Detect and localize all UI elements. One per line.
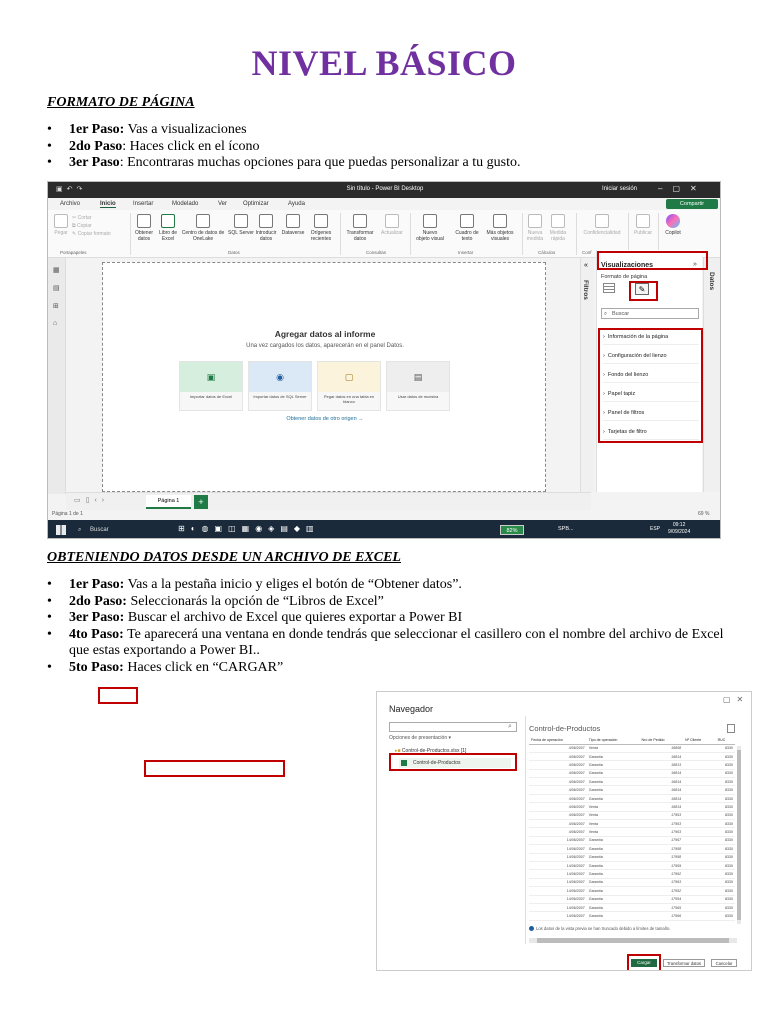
table-cell: 4/06/2007 (529, 786, 587, 794)
paste-data-card[interactable]: ▢ Pegar datos en una tabla en blanco (317, 361, 381, 411)
table-cell: 17953 (640, 811, 684, 819)
transform-data-button[interactable]: Transformar datos (344, 214, 376, 242)
table-row (529, 912, 735, 920)
table-cell: Garantía (587, 778, 640, 786)
table-cell: 4/06/2007 (529, 828, 587, 836)
table-cell: 8330 (716, 828, 735, 836)
chevron-left-icon[interactable]: « (584, 262, 588, 269)
table-cell (683, 752, 715, 760)
table-cell (683, 870, 715, 878)
table-cell: 4/06/2007 (529, 794, 587, 802)
column-header: Nº Cliente (683, 736, 715, 744)
table-cell: 8330 (716, 778, 735, 786)
table-cell: 14/06/2007 (529, 836, 587, 844)
format-section-canvas-background[interactable]: › Fondo del lienzo (603, 372, 699, 383)
pbi-window-title: Sin título - Power BI Desktop (346, 186, 424, 192)
table-row (529, 744, 735, 752)
table-cell: 17993 (640, 878, 684, 886)
publish-icon (636, 214, 650, 228)
table-cell (683, 828, 715, 836)
table-cell: 4/06/2007 (529, 803, 587, 811)
data-label: Datos (708, 272, 715, 291)
table-cell: 8330 (716, 845, 735, 853)
excel-workbook-button[interactable]: Libro de Excel (156, 214, 180, 242)
step-item: • 4to Paso: Te aparecerá una ventana en donde tendrás que seleccionar el casillero con el nombre del archivo de Excel que estas exportando a Power BI.. (47, 627, 727, 660)
table-cell (683, 803, 715, 811)
table-cell: Garantía (587, 887, 640, 895)
highlight-sheet-checkbox (389, 753, 517, 771)
page-nav-arrows-icon[interactable]: ▭▯‹› (74, 497, 110, 504)
table-row (529, 887, 735, 895)
table-cell: Venta (587, 828, 640, 836)
table-cell: 4/06/2007 (529, 769, 587, 777)
table-cell: 8330 (716, 786, 735, 794)
format-section-wallpaper[interactable]: › Papel tapiz (603, 391, 699, 402)
taskbar-app-icons[interactable]: ⊞◐◍▣◫▦◉◈▤◆▥ (178, 524, 320, 533)
table-cell (683, 778, 715, 786)
dax-view-icon[interactable]: ⌂ (53, 320, 58, 327)
canvas-heading: Agregar datos al informe (274, 329, 376, 339)
highlight-format-options (598, 328, 703, 443)
table-cell: 16814 (640, 803, 684, 811)
copilot-icon (666, 214, 680, 228)
table-row (529, 752, 735, 760)
model-view-icon[interactable]: ⊞ (53, 303, 59, 310)
highlight-load-button (627, 954, 661, 971)
sample-data-card[interactable]: ▤ Usar datos de muestra (386, 361, 450, 411)
table-cell: Garantía (587, 895, 640, 903)
section-heading-excel: OBTENIENDO DATOS DESDE UN ARCHIVO DE EXCEL (47, 550, 401, 565)
visualizations-title: Visualizaciones (601, 262, 654, 269)
table-cell: 14/06/2007 (529, 861, 587, 869)
chevron-right-icon[interactable]: » (693, 261, 697, 268)
display-options-dropdown[interactable]: Opciones de presentación ▾ (389, 735, 451, 741)
recent-sources-button[interactable]: Orígenes recientes (306, 214, 336, 242)
table-cell: Garantía (587, 752, 640, 760)
menu-insertar[interactable]: Insertar (133, 201, 154, 207)
table-cell: 8330 (716, 878, 735, 886)
table-cell (683, 861, 715, 869)
table-cell: 16813 (640, 761, 684, 769)
table-row (529, 828, 735, 836)
table-view-icon[interactable]: ▤ (53, 285, 60, 292)
load-button[interactable]: Cargar (631, 959, 657, 967)
format-brush-icon[interactable]: ✎ (635, 283, 649, 295)
transform-icon (353, 214, 367, 228)
table-cell: 8330 (716, 903, 735, 911)
table-cell: 4/06/2007 (529, 761, 587, 769)
table-cell: 14/06/2007 (529, 903, 587, 911)
preview-options-icon[interactable] (727, 724, 735, 733)
table-cell: Garantía (587, 786, 640, 794)
table-row (529, 761, 735, 769)
quick-measure-icon (551, 214, 565, 228)
build-visual-icon[interactable] (603, 283, 615, 293)
table-cell: 14/06/2007 (529, 853, 587, 861)
add-page-button[interactable]: + (194, 495, 208, 509)
shield-icon (595, 214, 609, 228)
table-cell: 8330 (716, 895, 735, 903)
group-data-label: Datos (228, 250, 240, 255)
table-cell: 8330 (716, 870, 735, 878)
table-cell (683, 786, 715, 794)
confidentiality-button[interactable]: Confidencialidad (580, 214, 624, 236)
section-heading-page-format: FORMATO DE PÁGINA (47, 95, 195, 110)
table-cell: 16814 (640, 786, 684, 794)
search-icon: ⌕ (604, 311, 608, 317)
group-queries-label: Consultas (366, 250, 387, 255)
table-row (529, 845, 735, 853)
format-section-filter-pane[interactable]: › Panel de filtros (603, 410, 699, 421)
menu-optimizar[interactable]: Optimizar (243, 201, 269, 207)
table-cell: 17566 (640, 912, 684, 920)
step-item: • 1er Paso: Vas a visualizaciones (47, 122, 727, 139)
sample-data-icon: ▤ (387, 362, 449, 392)
page-tab[interactable]: Página 1 (146, 495, 191, 509)
share-button[interactable]: Compartir (666, 199, 718, 209)
table-row (529, 861, 735, 869)
table-cell: 17565 (640, 903, 684, 911)
sql-icon (234, 214, 248, 228)
highlight-format-icon (629, 281, 658, 301)
table-cell (683, 878, 715, 886)
new-measure-button[interactable]: Nueva medida (524, 214, 546, 242)
table-cell (683, 811, 715, 819)
format-section-filter-cards[interactable]: › Tarjetas de filtro (603, 429, 699, 440)
excel-icon (161, 214, 175, 228)
menu-ayuda[interactable]: Ayuda (288, 201, 305, 207)
page-format-label: Formato de página (601, 274, 648, 280)
group-conf-label: Conf (582, 250, 592, 255)
signin-link[interactable]: Iniciar sesión (602, 186, 638, 192)
table-row (529, 803, 735, 811)
textbox-icon (460, 214, 474, 228)
preview-table (529, 736, 735, 921)
table-cell: 17958 (640, 845, 684, 853)
table-cell: 17992 (640, 870, 684, 878)
table-cell (683, 853, 715, 861)
table-cell: Garantía (587, 912, 640, 920)
step-item: • 2do Paso: Haces click en el ícono (47, 139, 727, 156)
table-cell: 14/06/2007 (529, 845, 587, 853)
recent-sources-icon (314, 214, 328, 228)
table-cell: 17958 (640, 853, 684, 861)
pbi-menubar (48, 198, 721, 210)
report-canvas[interactable] (102, 262, 546, 492)
folder-icon: ▸■ (395, 748, 401, 754)
table-row (529, 778, 735, 786)
table-cell: Garantía (587, 794, 640, 802)
page-count: Página 1 de 1 (52, 511, 83, 517)
table-cell: 14/06/2007 (529, 870, 587, 878)
quick-access-icons[interactable]: ▣↶↷ (56, 186, 87, 193)
highlight-placeholder-get-data (98, 687, 138, 704)
table-cell: Garantía (587, 861, 640, 869)
refresh-icon (385, 214, 399, 228)
new-visual-button[interactable]: Nuevo objeto visual (416, 214, 444, 242)
zoom-level[interactable]: 69 % (698, 511, 710, 517)
table-cell: Garantía (587, 769, 640, 777)
table-cell (683, 887, 715, 895)
preview-table-body (529, 744, 735, 920)
table-cell (683, 761, 715, 769)
table-cell: 17953 (640, 828, 684, 836)
table-cell (683, 912, 715, 920)
preview-horizontal-scrollbar[interactable] (529, 938, 737, 943)
table-cell: 8330 (716, 887, 735, 895)
table-cell: 16814 (640, 778, 684, 786)
group-clipboard-label: Portapapeles (60, 250, 87, 255)
dataverse-icon (286, 214, 300, 228)
cancel-button[interactable]: Cancelar (711, 959, 737, 967)
column-header: Nro de Pedido (640, 736, 684, 744)
canvas-subtitle: Una vez cargados los datos, aparecerán en el panel Datos. (246, 343, 404, 349)
powerbi-screenshot (47, 181, 721, 539)
table-row (529, 878, 735, 886)
taskbar-app-label[interactable]: SPB... (558, 526, 574, 532)
table-row (529, 794, 735, 802)
page-format-steps (47, 122, 727, 172)
table-cell: 8330 (716, 803, 735, 811)
onelake-button[interactable]: Centro de datos de OneLake (180, 214, 226, 242)
table-cell: 14/06/2007 (529, 895, 587, 903)
table-cell (683, 744, 715, 752)
info-icon (529, 926, 534, 931)
table-cell: 8330 (716, 752, 735, 760)
table-cell: 17959 (640, 861, 684, 869)
taskbar-clock: 09:12 9/09/2024 (668, 522, 691, 535)
table-cell: 4/06/2007 (529, 744, 587, 752)
clipboard-icon: ▢ (318, 362, 380, 392)
get-data-button[interactable]: Obtener datos (132, 214, 156, 242)
navigator-title: Navegador (389, 704, 434, 714)
more-visuals-button[interactable]: Más objetos visuales (482, 214, 518, 242)
left-view-nav (48, 258, 66, 494)
column-header: Fecha de operación (529, 736, 587, 744)
sql-server-button[interactable]: SQL Server (228, 214, 254, 236)
table-cell (683, 895, 715, 903)
table-cell: 8330 (716, 836, 735, 844)
table-row (529, 853, 735, 861)
table-cell: Venta (587, 744, 640, 752)
truncation-note: Los datos de la vista previa se han truncado debido a límites de tamaño. (529, 926, 671, 931)
bar-chart-icon (423, 214, 437, 228)
group-insert-label: Insertar (458, 250, 474, 255)
navigator-dialog (376, 691, 752, 971)
table-row (529, 903, 735, 911)
table-cell (683, 836, 715, 844)
step-item: • 2do Paso: Seleccionarás la opción de “Libros de Excel” (47, 594, 727, 611)
table-cell: 16808 (640, 744, 684, 752)
pbi-titlebar (48, 182, 721, 198)
page-tab-bar (66, 492, 591, 510)
search-icon: ⌕ (78, 527, 82, 533)
windows-taskbar (48, 520, 721, 539)
navigator-search-input[interactable] (389, 722, 517, 732)
preview-vertical-scrollbar[interactable] (737, 746, 741, 924)
table-cell (683, 769, 715, 777)
table-cell: 8330 (716, 794, 735, 802)
table-cell: Garantía (587, 878, 640, 886)
table-cell: Garantía (587, 845, 640, 853)
table-cell: 8330 (716, 912, 735, 920)
preview-header-row (529, 736, 735, 744)
table-row (529, 786, 735, 794)
filters-label: Filtros (582, 280, 589, 300)
table-row (529, 811, 735, 819)
publish-button[interactable]: Publicar (630, 214, 656, 236)
table-cell: 4/06/2007 (529, 752, 587, 760)
preview-title: Control-de-Productos (529, 724, 601, 733)
table-row (529, 895, 735, 903)
highlight-placeholder-excel-workbook (144, 760, 285, 777)
windows-start-icon[interactable] (56, 525, 66, 535)
step-item: • 5to Paso: Haces click en “CARGAR” (47, 660, 727, 677)
table-cell: 4/06/2007 (529, 820, 587, 828)
status-bar (48, 510, 721, 518)
table-cell: 17953 (640, 820, 684, 828)
format-painter-button[interactable]: ✎ Copiar formato (72, 231, 111, 237)
highlight-visualizations (597, 251, 708, 270)
excel-icon: ▣ (180, 362, 242, 392)
battery-indicator: 82% (500, 525, 524, 535)
table-cell: Garantía (587, 870, 640, 878)
cut-button[interactable]: ✂ Cortar (72, 215, 92, 221)
column-header: RUC (716, 736, 735, 744)
format-section-page-info[interactable]: › Información de la página (603, 334, 699, 345)
step-item: • 3er Paso: Encontraras muchas opciones para que puedas personalizar a tu gusto. (47, 155, 727, 172)
table-cell: 16814 (640, 794, 684, 802)
table-icon (259, 214, 273, 228)
copy-button[interactable]: ⧉ Copiar (72, 223, 92, 229)
table-cell: 14/06/2007 (529, 878, 587, 886)
enter-data-button[interactable]: Introducir datos (252, 214, 280, 242)
table-cell: 8330 (716, 820, 735, 828)
table-cell: 16814 (640, 752, 684, 760)
format-search-input[interactable]: ⌕ Buscar (601, 308, 699, 319)
table-row (529, 769, 735, 777)
import-sql-card[interactable]: ◉ Importar datos de SQL Server (248, 361, 312, 411)
paste-button[interactable]: Pegar (52, 214, 70, 236)
menu-modelado[interactable]: Modelado (172, 201, 199, 207)
table-cell: 8330 (716, 861, 735, 869)
table-cell: 8330 (716, 769, 735, 777)
table-cell: 17552 (640, 887, 684, 895)
import-excel-card[interactable]: ▣ Importar datos de Excel (179, 361, 243, 411)
measure-icon (528, 214, 542, 228)
sql-icon: ◉ (249, 362, 311, 392)
menu-inicio[interactable]: Inicio (100, 201, 116, 207)
table-cell: 4/06/2007 (529, 778, 587, 786)
group-calc-label: Cálculos (538, 250, 556, 255)
onelake-icon (196, 214, 210, 228)
table-cell: Garantía (587, 761, 640, 769)
table-cell (683, 845, 715, 853)
window-controls-icon[interactable]: –▢✕ (658, 184, 707, 193)
table-row (529, 836, 735, 844)
table-cell: 17957 (640, 836, 684, 844)
table-cell: 17554 (640, 895, 684, 903)
table-cell: Venta (587, 803, 640, 811)
table-cell: 8330 (716, 744, 735, 752)
more-visuals-icon (493, 214, 507, 228)
tree-sheet-node[interactable]: Control-de-Productos (399, 758, 511, 768)
copilot-button[interactable]: Copilot (660, 214, 686, 236)
table-cell: 4/06/2007 (529, 811, 587, 819)
step-item: • 1er Paso: Vas a la pestaña inicio y eliges el botón de “Obtener datos”. (47, 577, 727, 594)
table-cell (683, 794, 715, 802)
table-cell: 8330 (716, 761, 735, 769)
table-cell: Garantía (587, 836, 640, 844)
table-cell: Venta (587, 820, 640, 828)
excel-steps (47, 577, 727, 676)
table-cell: Garantía (587, 903, 640, 911)
quick-measure-button[interactable]: Medida rápida (546, 214, 570, 242)
table-cell (683, 820, 715, 828)
menu-ver[interactable]: Ver (218, 201, 228, 207)
format-section-canvas-settings[interactable]: › Configuración del lienzo (603, 353, 699, 364)
table-cell: 8330 (716, 853, 735, 861)
filters-pane-collapsed[interactable] (580, 258, 594, 492)
table-cell: 14/06/2007 (529, 887, 587, 895)
dataverse-button[interactable]: Dataverse (278, 214, 308, 236)
dialog-controls-icon[interactable]: ▢✕ (723, 695, 750, 704)
step-item: • 3er Paso: Buscar el archivo de Excel que quieres exportar a Power BI (47, 610, 727, 627)
refresh-button[interactable]: Actualizar (378, 214, 406, 236)
other-source-link[interactable]: Obtener datos de otro origen → (286, 416, 364, 422)
data-pane-collapsed[interactable] (703, 258, 721, 492)
report-view-icon[interactable]: ▦ (53, 267, 60, 274)
transform-data-button[interactable]: Transformar datos (663, 959, 705, 967)
search-icon: ⌕ (508, 723, 512, 730)
table-cell (683, 903, 715, 911)
table-cell: 14/06/2007 (529, 912, 587, 920)
textbox-button[interactable]: Cuadro de texto (452, 214, 482, 242)
column-header: Tipo de operación (587, 736, 640, 744)
database-icon (137, 214, 151, 228)
table-row (529, 820, 735, 828)
language-indicator[interactable]: ESP (650, 526, 661, 532)
document-title: NIVEL BÁSICO (251, 43, 517, 83)
tree-file-node[interactable]: ▸■ Control-de-Productos.xlsx [1] (395, 748, 467, 754)
table-cell: 16814 (640, 769, 684, 777)
paste-icon (54, 214, 68, 228)
clipboard-small-buttons (72, 214, 111, 238)
table-cell: Venta (587, 811, 640, 819)
taskbar-search[interactable]: ⌕ Buscar (78, 524, 168, 536)
table-cell: Garantía (587, 853, 640, 861)
table-cell: 8330 (716, 811, 735, 819)
menu-archivo[interactable]: Archivo (60, 201, 81, 207)
table-row (529, 870, 735, 878)
